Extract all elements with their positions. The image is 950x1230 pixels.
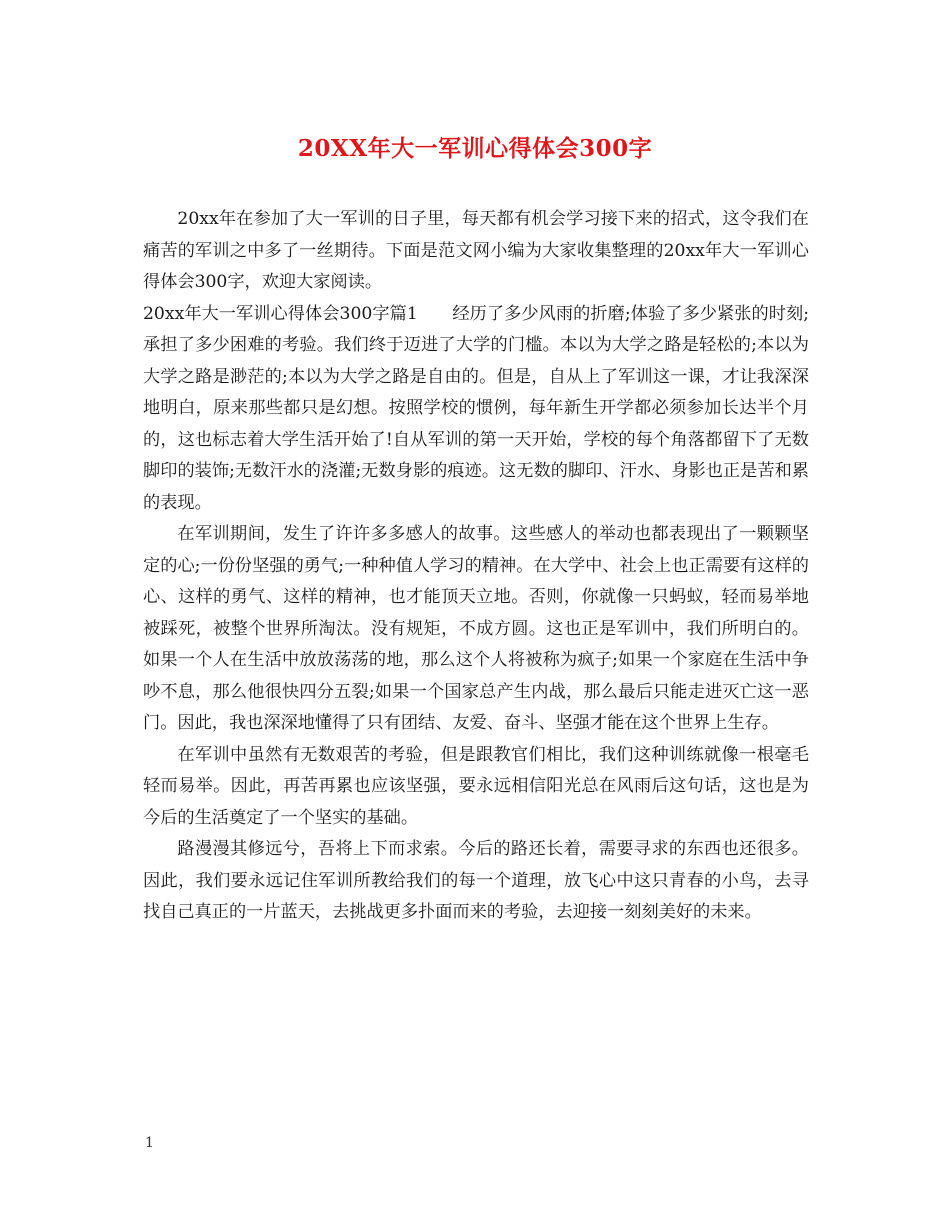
document-body (143, 204, 809, 929)
paragraph-essay-1: 20xx年大一军训心得体会300字篇1 经历了多少风雨的折磨;体验了多少紧张的时刻;承担了多少困难的考验。我们终于迈进了大学的门槛。本以为大学之路是轻松的;本以为大学之路是渺茫的;本以为大学之路是自由的。但是，自从上了军训这一课，才让我深深地明白，原来那些都只是幻想。按照学校的惯例，每年新生开学都必须参加长达半个月的，这也标志着大学生活开始了!自从军训的第一天开始，学校的每个角落都留下了无数脚印的装饰;无数汗水的浇灌;无数身影的痕迹。这无数的脚印、汗水、身影也正是苦和累的表现。 (143, 303, 809, 513)
paragraph-essay-3: 在军训中虽然有无数艰苦的考验，但是跟教官们相比，我们这种训练就像一根毫毛轻而易举。因此，再苦再累也应该坚强，要永远相信阳光总在风雨后这句话，这也是为今后的生活奠定了一个坚实的基础。 (143, 744, 809, 828)
document-title: 20XX年大一军训心得体会300字 (297, 135, 653, 162)
paragraph-intro: 20xx年在参加了大一军训的日子里，每天都有机会学习接下来的招式，这令我们在痛苦的军训之中多了一丝期待。下面是范文网小编为大家收集整理的20xx年大一军训心得体会300字，欢迎大家阅读。 (143, 209, 809, 292)
paragraph-essay-4: 路漫漫其修远兮，吾将上下而求索。今后的路还长着，需要寻求的东西也还很多。因此，我们要永远记住军训所教给我们的每一个道理，放飞心中这只青春的小鸟，去寻找自己真正的一片蓝天，去挑战更多扑面而来的考验，去迎接一刻刻美好的未来。 (143, 839, 809, 922)
paragraph-essay-2: 在军训期间，发生了许许多多感人的故事。这些感人的举动也都表现出了一颗颗坚定的心;一份份坚强的勇气;一种种值人学习的精神。在大学中、社会上也正需要有这样的心、这样的勇气、这样的精神，也才能顶天立地。否则，你就像一只蚂蚁，轻而易举地被踩死，被整个世界所淘汰。没有规矩，不成方圆。这也正是军训中，我们所明白的。如果一个人在生活中放放荡荡的地，那么这个人将被称为疯子;如果一个家庭在生活中争吵不息，那么他很快四分五裂;如果一个国家总产生内战，那么最后只能走进灭亡这一恶门。因此，我也深深地懂得了只有团结、友爱、奋斗、坚强才能在这个世界上生存。 (143, 524, 809, 733)
page-number: 1 (145, 1135, 154, 1151)
